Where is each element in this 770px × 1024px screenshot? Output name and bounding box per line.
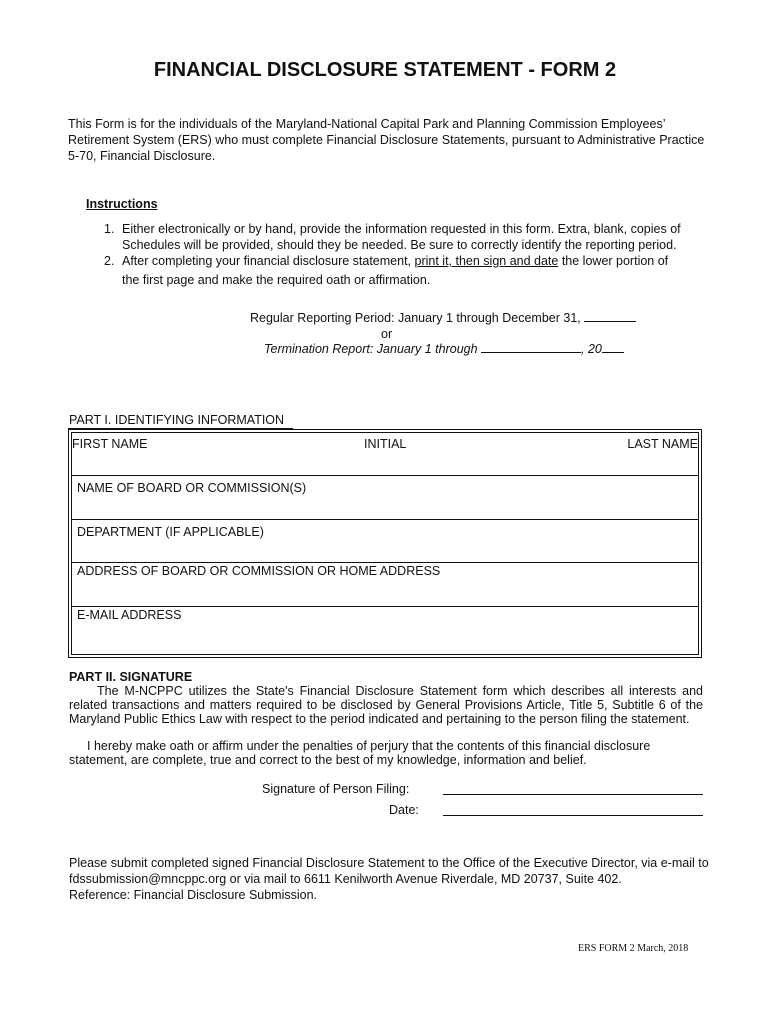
instructions-heading: Instructions (86, 197, 158, 211)
termination-label: Termination Report: January 1 through (264, 342, 482, 356)
instruction-text: After completing your financial disclosure statement, (122, 254, 415, 268)
instruction-number: 1. (104, 222, 115, 236)
or-label: or (381, 327, 393, 341)
termination-year-prefix: , 20 (581, 342, 602, 356)
address-label: ADDRESS OF BOARD OR COMMISSION OR HOME ADDRESS (77, 564, 441, 578)
address-row[interactable] (72, 563, 698, 607)
regular-reporting-period (250, 311, 636, 325)
form-version-footer: ERS FORM 2 March, 2018 (578, 943, 689, 954)
form-title: FINANCIAL DISCLOSURE STATEMENT - FORM 2 (153, 59, 617, 81)
instruction-text: Either electronically or by hand, provide the information requested in this form. Extra, blank, copies of Schedules will be provided, should they be needed. Be sure to correctly identify the reporting period. (122, 222, 681, 252)
identifying-info-table (71, 432, 699, 655)
instruction-emphasis: print it, then sign and date (414, 254, 559, 268)
date-label: Date: (389, 803, 419, 817)
instruction-number: 2. (104, 254, 115, 268)
board-label: NAME OF BOARD OR COMMISSION(S) (77, 481, 307, 495)
signature-field[interactable] (443, 794, 703, 795)
first-name-label: FIRST NAME (72, 437, 148, 451)
instruction-item-2 (104, 253, 704, 269)
signature-label: Signature of Person Filing: (262, 782, 410, 796)
submission-line: Please submit completed signed Financial Disclosure Statement to the Office of the Executive Director, via e-mail to (69, 856, 709, 870)
instruction-text: the lower portion of (558, 254, 669, 268)
department-row[interactable] (72, 520, 698, 563)
part1-heading: PART I. IDENTIFYING INFORMATION (69, 413, 285, 427)
last-name-label: LAST NAME (627, 437, 698, 451)
part2-heading: PART II. SIGNATURE (69, 670, 193, 684)
board-row[interactable] (72, 476, 698, 520)
termination-date-blank[interactable] (481, 342, 581, 353)
instructions-list (104, 221, 704, 288)
instruction-item-1 (104, 221, 704, 253)
submission-instructions (69, 855, 719, 903)
termination-report (264, 342, 624, 356)
date-field[interactable] (443, 815, 703, 816)
department-label: DEPARTMENT (IF APPLICABLE) (77, 525, 264, 539)
submission-line: fdssubmission@mncppc.org or via mail to 6611 Kenilworth Avenue Riverdale, MD 20737, Suite 402. (69, 872, 622, 886)
intro-paragraph: This Form is for the individuals of the Maryland-National Capital Park and Planning Commission Employees’ Retirement System (ERS) who must complete Financial Disclosure Statements, pursuant to Administrative Practice 5-70, Financial Disclosure. (68, 117, 705, 163)
email-row[interactable] (72, 607, 698, 654)
regular-period-label: Regular Reporting Period: January 1 through December 31, (250, 311, 585, 325)
initial-label: INITIAL (364, 437, 407, 451)
oath-paragraph: I hereby make oath or affirm under the penalties of perjury that the contents of this financial disclosure statement, are complete, true and correct to the best of my knowledge, information and belief. (69, 739, 651, 767)
submission-line: Reference: Financial Disclosure Submission. (69, 888, 318, 902)
email-label: E-MAIL ADDRESS (77, 608, 182, 622)
year-blank[interactable] (584, 311, 636, 322)
termination-year-blank[interactable] (602, 342, 624, 353)
part2-paragraph: The M-NCPPC utilizes the State's Financial Disclosure Statement form which describes all interests and related transactions and matters required to be disclosed by General Provisions Article, Title 5, Subtitle 6 of the Maryland Public Ethics Law with respect to the period indicated and pertaining to the person filing the statement. (69, 684, 703, 726)
name-row[interactable] (72, 433, 698, 476)
instruction-continuation: the first page and make the required oath or affirmation. (122, 273, 431, 287)
